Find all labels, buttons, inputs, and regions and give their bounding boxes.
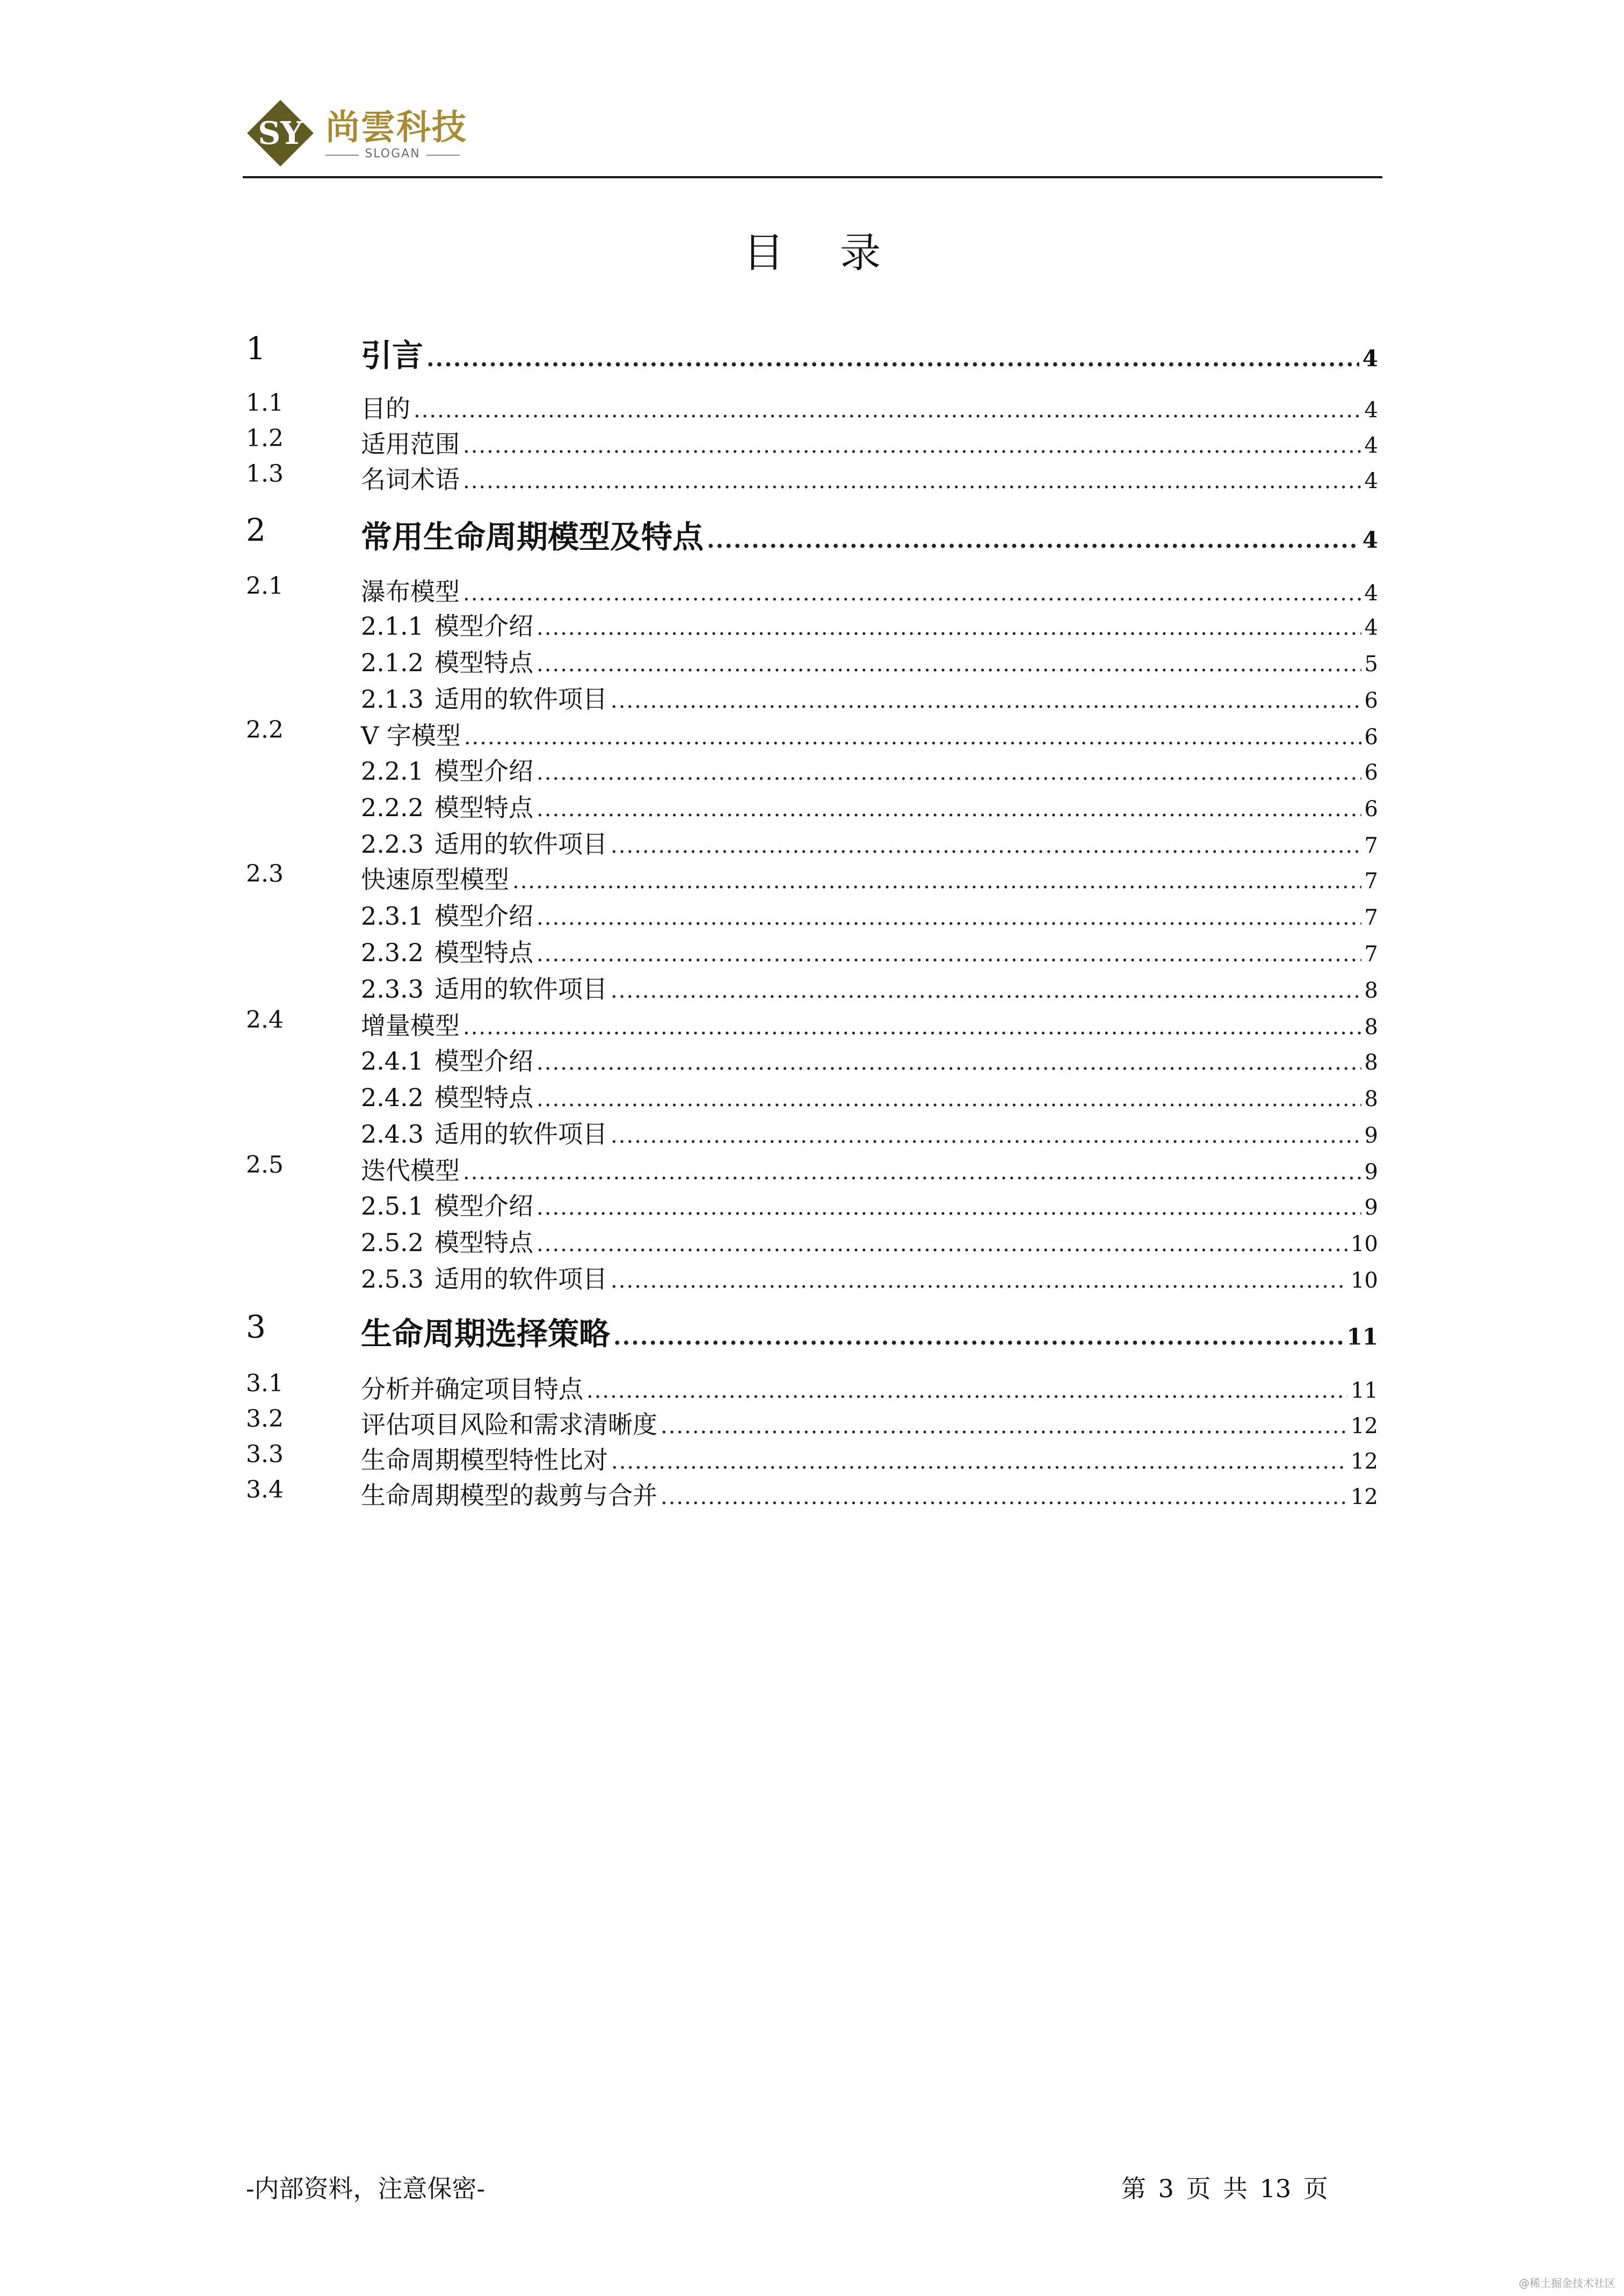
- toc-entry-number: 2.4.3: [361, 1120, 424, 1149]
- toc-entry-number: 3.4: [246, 1476, 284, 1503]
- toc-entry[interactable]: [246, 933, 1378, 965]
- footer-confidential-note: -内部资料，注意保密-: [246, 2174, 485, 2203]
- footer-page-number: 第 3 页 共 13 页: [1121, 2174, 1328, 2203]
- toc-entry-label: [361, 643, 533, 679]
- toc-entry-number: 3: [246, 1309, 266, 1345]
- toc-entry-number: 2.2.2: [361, 793, 424, 822]
- page-title: 目 录: [743, 229, 903, 277]
- toc-entry[interactable]: [246, 1078, 1378, 1110]
- toc-entry[interactable]: [246, 1405, 1378, 1437]
- toc-entry-page: 7: [1364, 833, 1378, 858]
- toc-entry-number: 1.1: [246, 389, 284, 417]
- toc-entry[interactable]: [246, 1370, 1378, 1402]
- toc-entry[interactable]: [246, 1115, 1378, 1147]
- toc-dot-leader: [512, 869, 1361, 893]
- toc-entry-body: [361, 860, 1378, 896]
- toc-dot-leader: [464, 725, 1361, 750]
- toc-entry-number: 1: [246, 330, 266, 367]
- toc-entry-label: V 字模型: [361, 721, 461, 750]
- toc-entry-body: [361, 330, 1378, 375]
- toc-entry[interactable]: [246, 1151, 1378, 1183]
- toc-entry-number: 1.3: [246, 460, 284, 488]
- toc-dot-leader: [611, 1123, 1361, 1148]
- toc-entry[interactable]: [246, 1006, 1378, 1038]
- toc-entry-text: 模型介绍: [434, 612, 534, 641]
- toc-entry-number: 2.3: [246, 860, 284, 888]
- toc-entry-text: 模型介绍: [434, 757, 534, 786]
- toc-entry-body: [361, 1151, 1378, 1187]
- toc-entry-label: 适用范围: [361, 430, 460, 459]
- toc-entry-page: 4: [1362, 527, 1378, 553]
- toc-entry-number: 2.3.2: [361, 938, 424, 967]
- toc-entry-label: [361, 752, 533, 787]
- toc-entry-page: 8: [1364, 978, 1378, 1003]
- toc-entry-label: 生命周期模型的裁剪与合并: [361, 1481, 657, 1510]
- toc-entry[interactable]: [246, 1309, 1378, 1352]
- logo-emblem-icon: [246, 99, 315, 168]
- toc-entry-label: 常用生命周期模型及特点: [361, 519, 704, 555]
- toc-entry-body: [361, 1441, 1378, 1476]
- toc-dot-leader: [536, 797, 1361, 822]
- toc-entry-body: [361, 788, 1378, 824]
- toc-entry[interactable]: [246, 970, 1378, 1002]
- toc-entry-label: 评估项目风险和需求清晰度: [361, 1410, 657, 1439]
- toc-entry-label: [361, 1260, 607, 1295]
- toc-entry-page: 8: [1364, 1050, 1378, 1075]
- toc-entry-label: 增量模型: [361, 1011, 460, 1040]
- toc-entry-text: 模型特点: [434, 793, 534, 822]
- toc-entry-body: [361, 1405, 1378, 1441]
- toc-entry-body: [361, 1006, 1378, 1042]
- toc-entry-text: 模型介绍: [434, 1047, 534, 1076]
- toc-entry-label: 生命周期模型特性比对: [361, 1445, 608, 1474]
- toc-entry-page: 4: [1364, 469, 1378, 493]
- logo-slogan: SLOGAN: [325, 147, 460, 161]
- toc-entry[interactable]: [246, 425, 1378, 457]
- toc-entry-body: [361, 1309, 1378, 1354]
- company-logo: [246, 96, 472, 171]
- toc-entry-body: [361, 1260, 1378, 1295]
- toc-entry-number: 2.1.2: [361, 648, 424, 677]
- toc-entry-label: [361, 970, 607, 1005]
- toc-entry-page: 4: [1364, 433, 1378, 458]
- toc-entry-body: [361, 825, 1378, 860]
- toc-dot-leader: [463, 469, 1361, 493]
- toc-entry-page: 4: [1362, 345, 1378, 372]
- toc-dot-leader: [611, 978, 1361, 1003]
- toc-dot-leader: [611, 833, 1361, 858]
- toc-entry-body: [361, 1223, 1378, 1259]
- toc-entry-body: [361, 1187, 1378, 1222]
- toc-entry[interactable]: [246, 1042, 1378, 1074]
- toc-entry[interactable]: [246, 1187, 1378, 1219]
- toc-entry[interactable]: [246, 1260, 1378, 1292]
- toc-entry-page: 6: [1364, 725, 1378, 750]
- toc-entry-number: 3.2: [246, 1405, 284, 1433]
- toc-entry-label: 生命周期选择策略: [361, 1316, 611, 1352]
- toc-entry-label: [361, 1078, 533, 1114]
- toc-entry-page: 6: [1364, 688, 1378, 713]
- toc-dot-leader: [536, 615, 1361, 640]
- toc-entry-label: 目的: [361, 394, 410, 423]
- toc-entry-number: 2.2: [246, 716, 284, 744]
- toc-entry-text: 模型特点: [434, 938, 534, 967]
- toc-dot-leader: [536, 1087, 1361, 1111]
- toc-entry[interactable]: [246, 788, 1378, 820]
- toc-dot-leader: [536, 1050, 1361, 1075]
- toc-entry-label: 名词术语: [361, 465, 460, 494]
- toc-entry-body: [361, 389, 1378, 425]
- toc-entry[interactable]: [246, 1223, 1378, 1255]
- toc-entry-label: [361, 825, 607, 860]
- toc-dot-leader: [536, 942, 1361, 967]
- toc-entry-label: 引言: [361, 337, 424, 374]
- toc-entry-page: 9: [1364, 1160, 1378, 1185]
- toc-dot-leader: [661, 1414, 1347, 1438]
- toc-entry-page: 6: [1364, 760, 1378, 785]
- toc-dot-leader: [463, 433, 1361, 458]
- toc-entry-page: 4: [1364, 615, 1378, 640]
- toc-entry-page: 12: [1351, 1485, 1378, 1509]
- toc-entry-body: [361, 512, 1378, 557]
- toc-entry[interactable]: [246, 607, 1378, 639]
- logo-company-name: 尚雲科技: [325, 107, 467, 148]
- toc-entry-page: 9: [1364, 1123, 1378, 1148]
- toc-entry-label: [361, 1187, 533, 1222]
- toc-entry-label: 快速原型模型: [361, 865, 509, 894]
- toc-entry-number: 2.1: [246, 572, 284, 600]
- toc-entry-page: 10: [1351, 1232, 1378, 1256]
- toc-entry-body: [361, 460, 1378, 496]
- toc-entry-page: 7: [1364, 942, 1378, 967]
- toc-entry[interactable]: [246, 330, 1378, 374]
- toc-entry-body: [361, 752, 1378, 787]
- toc-entry[interactable]: [246, 389, 1378, 422]
- toc-entry-label: [361, 1223, 533, 1259]
- toc-entry[interactable]: [246, 897, 1378, 929]
- toc-dot-leader: [613, 1324, 1344, 1350]
- toc-entry-text: 适用的软件项目: [434, 830, 608, 859]
- toc-entry[interactable]: [246, 716, 1378, 749]
- toc-dot-leader: [463, 1015, 1361, 1040]
- toc-entry-page: 12: [1351, 1449, 1378, 1474]
- toc-entry-body: [361, 1115, 1378, 1150]
- toc-entry[interactable]: [246, 680, 1378, 712]
- toc-dot-leader: [463, 581, 1361, 606]
- toc-entry-label: 分析并确定项目特点: [361, 1375, 583, 1404]
- toc-entry-number: 2.2.3: [361, 830, 424, 859]
- toc-entry-label: [361, 788, 533, 824]
- toc-entry-text: 模型特点: [434, 1083, 534, 1112]
- toc-entry-number: 3.3: [246, 1441, 284, 1468]
- toc-entry-number: 1.2: [246, 425, 284, 452]
- toc-entry-body: [361, 970, 1378, 1005]
- toc-dot-leader: [463, 1160, 1361, 1185]
- toc-entry-number: 2.5: [246, 1151, 284, 1179]
- toc-entry-body: [361, 425, 1378, 460]
- toc-dot-leader: [586, 1378, 1347, 1403]
- toc-dot-leader: [414, 398, 1361, 423]
- toc-entry-page: 9: [1364, 1195, 1378, 1220]
- toc-entry-page: 4: [1364, 398, 1378, 423]
- toc-entry-text: 适用的软件项目: [434, 685, 608, 714]
- toc-dot-leader: [661, 1485, 1347, 1509]
- watermark: @稀土掘金技术社区: [1519, 2277, 1615, 2290]
- toc-entry-body: [361, 897, 1378, 932]
- toc-entry[interactable]: [246, 1441, 1378, 1473]
- toc-entry-body: [361, 572, 1378, 608]
- toc-entry-body: [361, 1078, 1378, 1114]
- toc-entry-number: 2.3.3: [361, 975, 424, 1004]
- toc-dot-leader: [536, 760, 1361, 785]
- toc-entry-body: [361, 680, 1378, 715]
- toc-entry-text: 适用的软件项目: [434, 975, 608, 1004]
- toc-entry[interactable]: [246, 512, 1378, 555]
- toc-dot-leader: [536, 1232, 1347, 1256]
- toc-entry-text: 模型介绍: [434, 902, 534, 931]
- toc-entry-number: 2.3.1: [361, 902, 424, 931]
- toc-entry-label: 迭代模型: [361, 1156, 460, 1185]
- toc-entry[interactable]: [246, 460, 1378, 492]
- toc-dot-leader: [611, 1449, 1347, 1474]
- toc-entry-page: 8: [1364, 1087, 1378, 1111]
- toc-entry-text: 模型特点: [434, 1228, 534, 1257]
- toc-dot-leader: [707, 527, 1359, 553]
- toc-entry-label: [361, 933, 533, 969]
- toc-entry-body: [361, 643, 1378, 679]
- toc-entry-text: 适用的软件项目: [434, 1265, 608, 1294]
- toc-entry-number: 2.5.2: [361, 1228, 424, 1257]
- toc-dot-leader: [611, 688, 1361, 713]
- toc-entry-label: 瀑布模型: [361, 577, 460, 606]
- toc-entry[interactable]: [246, 572, 1378, 605]
- toc-entry-number: 2.1.1: [361, 612, 424, 641]
- toc-entry-number: 2.4.1: [361, 1047, 424, 1076]
- toc-entry-body: [361, 1370, 1378, 1405]
- toc-entry-page: 6: [1364, 797, 1378, 822]
- toc-entry-page: 4: [1364, 581, 1378, 606]
- toc-entry-number: 2: [246, 512, 266, 548]
- toc-entry-body: [361, 1476, 1378, 1512]
- toc-entry-number: 2.4.2: [361, 1083, 424, 1112]
- toc-entry-number: 2.5.1: [361, 1191, 424, 1220]
- toc-entry-text: 模型介绍: [434, 1191, 534, 1220]
- toc-entry[interactable]: [246, 643, 1378, 675]
- toc-entry-page: 10: [1351, 1268, 1378, 1293]
- toc-entry-page: 11: [1346, 1324, 1378, 1350]
- header-divider: [243, 176, 1382, 178]
- toc-entry-body: [361, 933, 1378, 969]
- toc-entry-body: [361, 716, 1378, 752]
- toc-dot-leader: [536, 652, 1361, 677]
- toc-dot-leader: [426, 345, 1359, 372]
- toc-dot-leader: [611, 1268, 1347, 1293]
- toc-entry-page: 12: [1351, 1414, 1378, 1438]
- toc-entry-body: [361, 1042, 1378, 1077]
- toc-entry-text: 模型特点: [434, 648, 534, 677]
- toc-entry[interactable]: [246, 752, 1378, 784]
- toc-entry-label: [361, 680, 607, 715]
- toc-entry[interactable]: [246, 860, 1378, 892]
- toc-dot-leader: [536, 905, 1361, 930]
- toc-entry-number: 2.4: [246, 1006, 284, 1034]
- toc-entry-body: [361, 607, 1378, 642]
- toc-entry-number: 2.2.1: [361, 757, 424, 786]
- toc-entry-label: [361, 897, 533, 932]
- toc-entry-number: 2.1.3: [361, 685, 424, 714]
- logo-letters: SY: [258, 115, 303, 151]
- toc-entry-label: [361, 1042, 533, 1077]
- toc-entry-page: 11: [1351, 1378, 1378, 1403]
- toc-entry-label: [361, 607, 533, 642]
- toc-entry-page: 7: [1364, 905, 1378, 930]
- toc-dot-leader: [536, 1195, 1361, 1220]
- toc-entry-page: 7: [1364, 869, 1378, 893]
- toc-entry-number: 3.1: [246, 1370, 284, 1397]
- toc-entry-page: 5: [1364, 652, 1378, 677]
- toc-entry-text: 适用的软件项目: [434, 1120, 608, 1149]
- toc-entry-number: 2.5.3: [361, 1265, 424, 1294]
- toc-entry-label: [361, 1115, 607, 1150]
- toc-entry-page: 8: [1364, 1015, 1378, 1040]
- toc-entry[interactable]: [246, 825, 1378, 857]
- toc-entry[interactable]: [246, 1476, 1378, 1508]
